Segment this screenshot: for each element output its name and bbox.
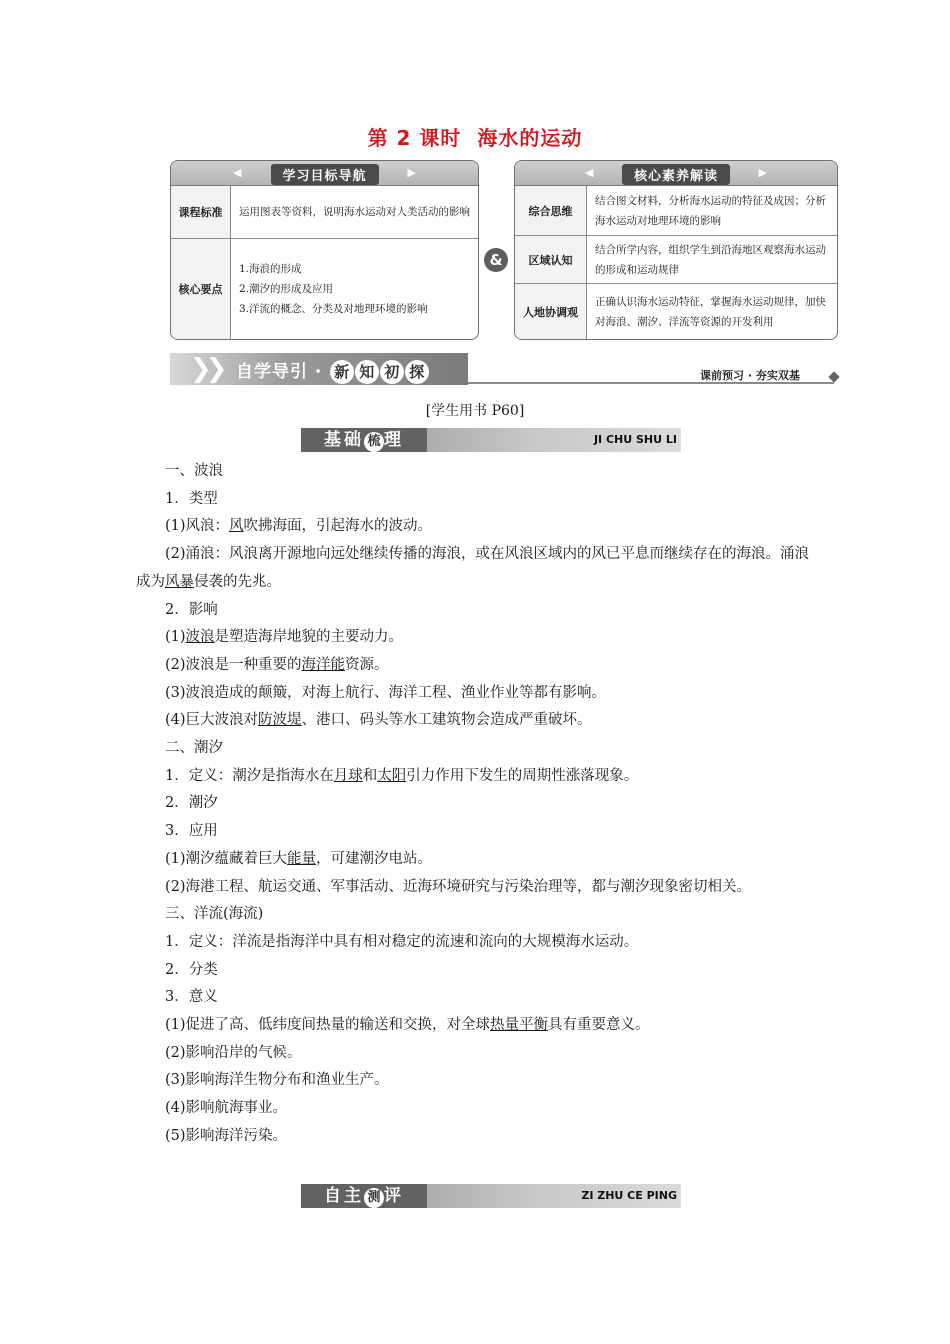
double-chevron-icon: ❯❯ [190,354,222,384]
self-study-banner: ❯❯ 自学导引 · 新 知 初 探 [170,353,468,385]
arrow-right-icon: ▶ [758,166,767,179]
panel-heading: ◀ 学习目标导航 ▶ [171,161,478,186]
heading: 二、潮汐 [165,740,223,757]
panel-heading: ◀ 核心素养解读 ▶ [515,161,837,186]
literacy-row: 综合思维 结合图文材料，分析海水运动的特征及成因；分析海水运动对地理环境的影响 [515,186,837,236]
section-self-test: 自主 测 评 ZI ZHU CE PING [301,1184,681,1208]
arrow-left-icon: ◀ [585,166,594,179]
diamond-icon [828,371,839,382]
heading: 一、波浪 [165,463,223,479]
ampersand-icon: & [484,248,508,272]
arrow-left-icon: ◀ [233,166,242,179]
section-basics: 基础 梳 理 JI CHU SHU LI [301,428,681,452]
arrow-right-icon: ▶ [407,166,416,179]
heading: 三、洋流(海流) [165,906,264,923]
literacy-row: 区域认知 结合所学内容，组织学生到沿海地区观察海水运动的形成和运动规律 [515,236,837,284]
book-reference: [学生用书 P60] [425,403,525,419]
goal-row-keypoints: 核心要点 1.海浪的形成 2.潮汐的形成及应用 3.洋流的概念、分类及对地理环境的影响 [171,239,478,339]
literacy-row: 人地协调观 正确认识海水运动特征，掌握海水运动规律，加快对海浪、潮汐、洋流等资源的开发利用 [515,284,837,339]
core-literacy-panel [514,160,838,340]
banner-subtitle: 课前预习 · 夯实双基 [700,369,800,382]
goal-row-standard: 课程标准 运用图表等资料，说明海水运动对人类活动的影响 [171,186,478,239]
main-content: 一、波浪 1．类型 (1)风浪：风吹拂海面，引起海水的波动。 (2)涌浪：风浪离开源地向远处继续传播的海浪，或在风浪区域内的风已平息而继续存在的海浪。涌浪成为风暴侵袭的先兆。 2．影响 (1)波浪是塑造海岸地貌的主要动力。 (2)波浪是一种重要的海洋能资源。 (3)波浪造成的颠簸，对海上航行、海洋工程、渔业作业等都有影响。 (4)巨大波浪对防波堤、港口、码头等水工建筑物会造成严重破坏。 二、潮汐 1．定义：潮汐是指海水在月球和太阳引力作用下发生的周期性涨落现象。 2．潮汐 3．应用 (1)潮汐蕴藏着巨大能量，可建潮汐电站。 (2)海港工程、航运交通、军事活动、近海环境研究与污染治理等，都与潮汐现象密切相关。 三、洋流(海流) 1．定义：洋流是指海洋中具有相对稳定的流速和流向的大规模海水运动。 2．分类 3．意义 (1)促进了高、低纬度间热量的输送和交换，对全球热量平衡具有重要意义。 (2)影响沿岸的气候。 (3)影响海洋生物分布和渔业生产。 (4)影响航海事业。 (5)影响海洋污染。 [136,458,816,1151]
learning-goals-panel [170,160,479,340]
page-title: 第 2 课时 海水的运动 [367,126,583,150]
